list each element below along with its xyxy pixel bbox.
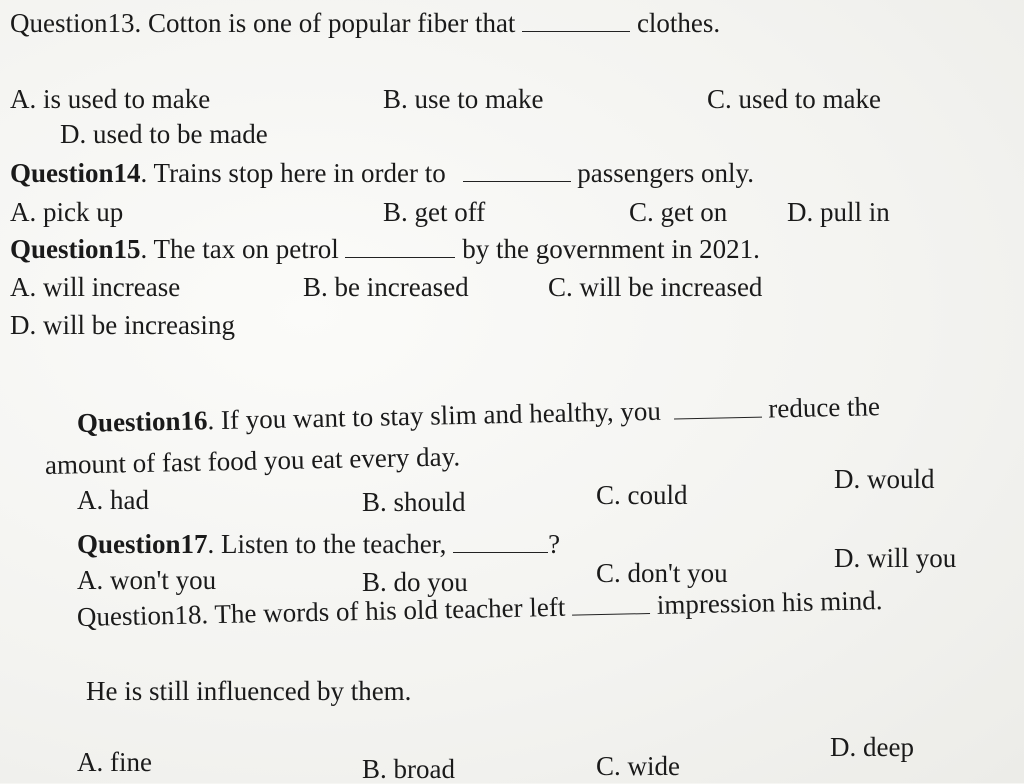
q15-stem [10,236,760,263]
q13-label: Question13. [10,8,142,38]
q15-stem-before: . The tax on petrol [140,234,339,264]
q15-blank [345,256,455,258]
q16-stem-line2: amount of fast food you eat every day. [44,441,461,480]
q16-option-d[interactable]: D. would [834,464,935,494]
q14-option-c[interactable]: C. get on [629,197,728,227]
q16-stem [77,393,881,437]
q15-option-c[interactable]: C. will be increased [548,272,763,302]
q13-option-c[interactable]: C. used to make [707,84,881,114]
q14-option-d[interactable]: D. pull in [787,197,890,227]
q16-option-c[interactable]: C. could [596,480,688,510]
q17-stem [77,531,560,558]
q17-blank [453,551,548,553]
q18-blank [572,612,650,616]
q17-option-b[interactable]: B. do you [362,567,468,597]
q16-stem-after: reduce the [767,391,881,424]
q18-stem-before: The words of his old teacher left [214,591,566,630]
q15-stem-after: by the government in 2021. [462,234,760,264]
q15-option-b[interactable]: B. be increased [303,272,469,302]
q16-option-b[interactable]: B. should [362,487,466,517]
q18-label: Question18. [76,599,209,632]
q14-stem [10,160,754,187]
q16-stem-before: . If you want to stay slim and healthy, you [207,395,662,436]
q16-option-a[interactable]: A. had [77,485,149,515]
q14-stem-before: . Trains stop here in order to [140,158,446,188]
q18-stem-after: impression his mind. [656,585,883,620]
q18-option-a[interactable]: A. fine [77,747,152,777]
q15-option-d[interactable]: D. will be increasing [10,310,235,340]
q17-label: Question17 [77,529,208,559]
q13-stem [10,10,720,37]
q15-label: Question15 [10,234,141,264]
q18-option-c[interactable]: C. wide [596,751,680,781]
q17-option-a[interactable]: A. won't you [77,565,217,595]
q13-option-a[interactable]: A. is used to make [10,84,211,114]
q15-option-a[interactable]: A. will increase [10,272,181,302]
q18-option-b[interactable]: B. broad [362,754,455,784]
q14-option-a[interactable]: A. pick up [10,197,124,227]
q13-option-b[interactable]: B. use to make [383,84,544,114]
q14-blank [463,180,571,182]
q14-stem-after: passengers only. [577,158,754,188]
q14-label: Question14 [10,158,141,188]
q18-stem-line2: He is still influenced by them. [86,676,412,706]
q17-option-d[interactable]: D. will you [834,543,957,573]
q13-stem-after: clothes. [636,8,721,38]
q17-stem-after: ? [548,529,561,559]
q17-stem-before: . Listen to the teacher, [207,529,447,559]
q13-option-d[interactable]: D. used to be made [60,119,268,149]
q14-option-b[interactable]: B. get off [383,197,486,227]
q16-blank [674,416,762,420]
q16-label: Question16 [76,405,208,438]
q13-stem-before: Cotton is one of popular fiber that [148,8,516,38]
q18-option-d[interactable]: D. deep [830,732,914,762]
q17-option-c[interactable]: C. don't you [596,558,728,588]
q13-blank [522,30,630,32]
